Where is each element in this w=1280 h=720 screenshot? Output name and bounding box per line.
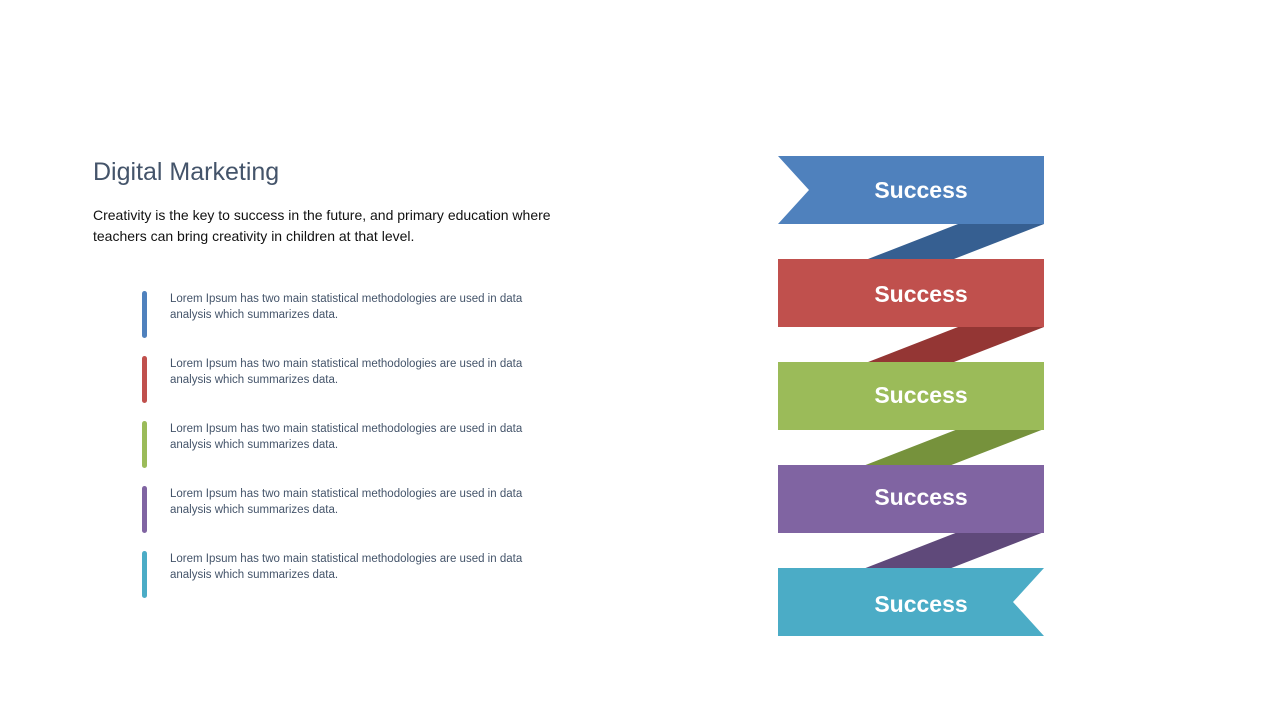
- slide-subtitle: Creativity is the key to success in the future, and primary education where teachers can bring creativity in children at that level.: [93, 207, 551, 244]
- list-item-text: Lorem Ipsum has two main statistical methodologies are used in data analysis which summarizes data.: [170, 553, 523, 581]
- ribbon-label: Success: [874, 484, 968, 510]
- list-item-text: Lorem Ipsum has two main statistical methodologies are used in data analysis which summarizes data.: [170, 358, 523, 386]
- slide-title: Digital Marketing: [93, 158, 280, 186]
- ribbon-label: Success: [874, 281, 968, 307]
- ribbon-label: Success: [874, 591, 968, 617]
- ribbon-label: Success: [874, 177, 968, 203]
- list-item-text: Lorem Ipsum has two main statistical methodologies are used in data analysis which summarizes data.: [170, 488, 523, 516]
- list-item-text: Lorem Ipsum has two main statistical methodologies are used in data analysis which summarizes data.: [170, 423, 523, 451]
- ribbon-label: Success: [874, 382, 968, 408]
- list-item-text: Lorem Ipsum has two main statistical methodologies are used in data analysis which summarizes data.: [170, 293, 523, 321]
